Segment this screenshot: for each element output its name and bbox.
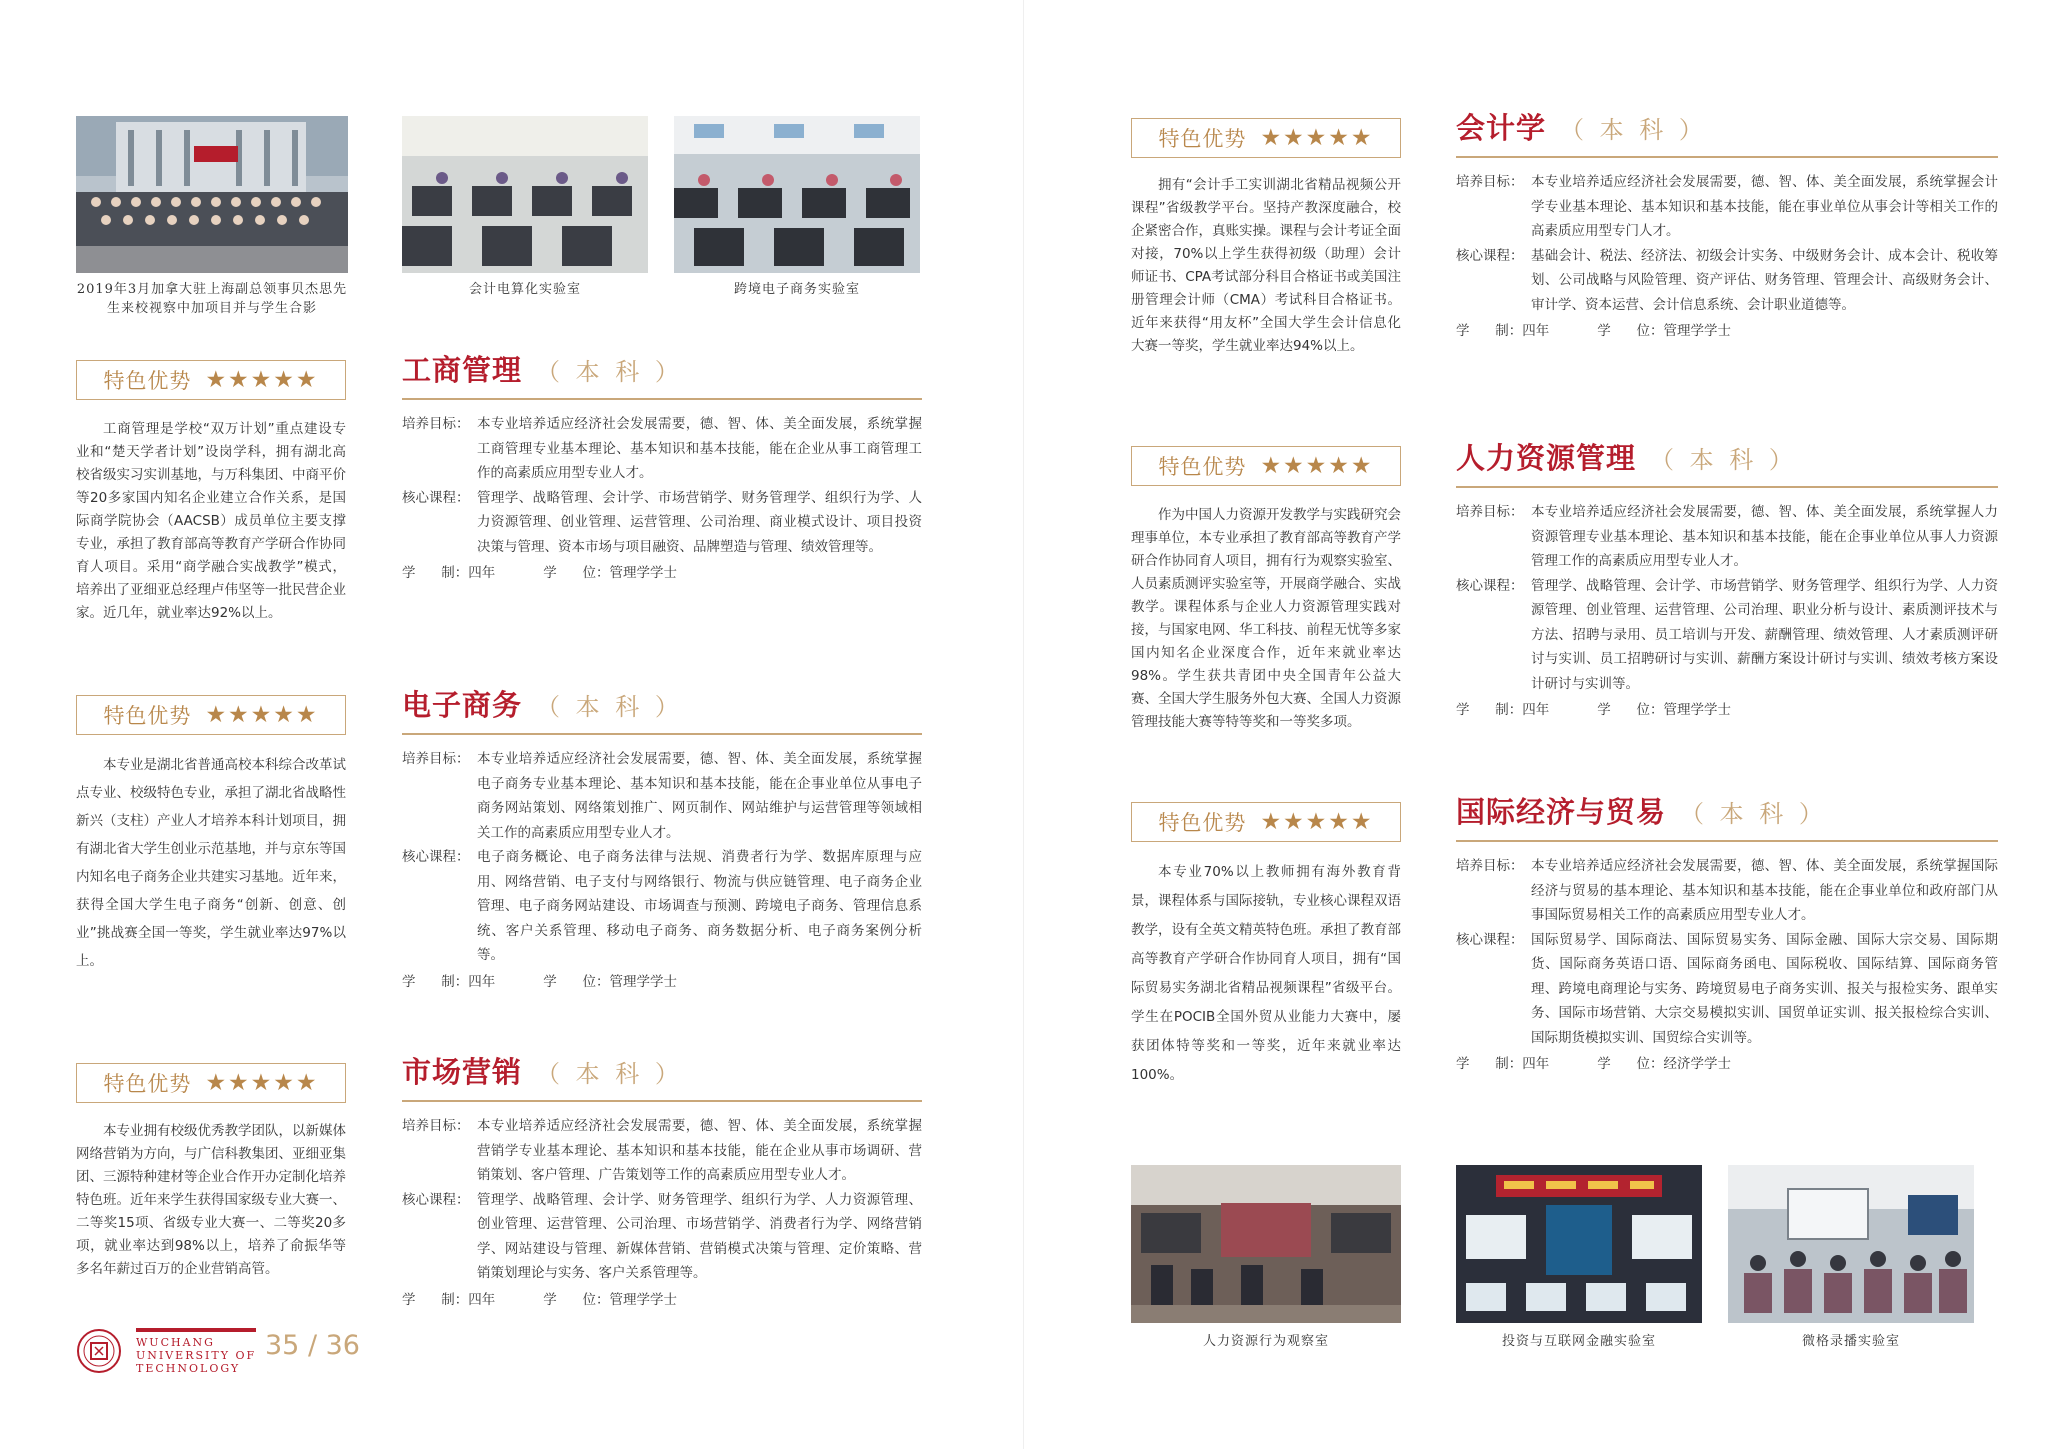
feature-badge-intl-trade bbox=[1131, 802, 1401, 842]
ecommerce-feature-text: 本专业是湖北省普通高校本科综合改革试点专业、校级特色专业，承担了湖北省战略性新兴（支柱）产业人才培养本科计划项目，拥有湖北省大学生创业示范基地，并与京东等国内知名电子商务企业共建实习基地。近年来，获得全国大学生电子商务“创新、创意、创业”挑战赛全国一等奖，学生就业率达97%以上。 bbox=[76, 757, 346, 969]
ecommerce-lab-photo bbox=[674, 116, 920, 273]
goal-text: 本专业培养适应经济社会发展需要，德、智、体、美全面发展，系统掌握营销学专业基本理论、基本知识和基本技能，能在企业从事市场调研、营销策划、客户管理、广告策划等工作的高素质应用型专业人才。 bbox=[477, 1118, 922, 1183]
degree-value: 管理学学士 bbox=[609, 973, 677, 990]
duration-value: 四年 bbox=[1522, 702, 1550, 718]
goal-label: 培养目标： bbox=[402, 416, 470, 432]
courses-label: 核心课程： bbox=[1456, 247, 1524, 264]
page-number: 35 / 36 bbox=[265, 1330, 360, 1361]
five-stars-icon: ★★★★★ bbox=[205, 1070, 319, 1096]
hr-observation-lab-caption: 人力资源行为观察室 bbox=[1202, 1334, 1329, 1349]
badge-label: 特色优势 bbox=[1158, 811, 1247, 835]
courses-text: 国际贸易学、国际商法、国际贸易实务、国际金融、国际大宗交易、国际期货、国际商务英语口语、国际商务函电、国际税收、国际结算、国际商务管理、跨境电商理论与实务、跨境贸易电子商务实训、报关与报检实务、跟单实务、国际市场营销、大宗交易模拟实训、国贸单证实训、报关报检综合实训、国际期货模拟实训、国贸综合实训等。 bbox=[1531, 931, 1998, 1046]
program-level: （ 本 科 ） bbox=[1650, 446, 1797, 474]
badge-label: 特色优势 bbox=[103, 369, 192, 393]
duration-label: 学 制： bbox=[1456, 702, 1523, 718]
courses-text: 电子商务概论、电子商务法律与法规、消费者行为学、数据库原理与应用、网络营销、电子支付与网络银行、物流与供应链管理、电子商务企业管理、电子商务网站建设、市场调查与预测、跨境电子商务、管理信息系统、客户关系管理、移动电子商务、商务数据分析、电子商务案例分析等。 bbox=[477, 849, 922, 963]
accounting-lab-caption: 会计电算化实验室 bbox=[468, 282, 581, 297]
divider bbox=[1456, 840, 1998, 842]
goal-label: 培养目标： bbox=[1456, 858, 1524, 874]
goal-label: 培养目标： bbox=[1456, 174, 1524, 190]
goal-label: 培养目标： bbox=[402, 751, 470, 767]
program-hr bbox=[1456, 436, 1998, 723]
micro-teaching-lab-caption: 微格录播实验室 bbox=[1801, 1334, 1900, 1349]
feature-badge-business-admin bbox=[76, 360, 346, 400]
courses-text: 管理学、战略管理、会计学、市场营销学、财务管理学、组织行为学、人力资源管理、创业管理、运营管理、公司治理、商业模式设计、项目投资决策与管理、资本市场与项目融资、品牌塑造与管理、绩效管理等。 bbox=[477, 489, 922, 555]
intl-trade-feature-text: 本专业70%以上教师拥有海外教育背景，课程体系与国际接轨，专业核心课程双语教学，设有全英文精英特色班。承担了教育部高等教育产学研合作协同育人项目，拥有“国际贸易实务湖北省精品视频课程”省级平台。学生在POCIB全国外贸从业能力大赛中，屡获团体特等奖和一等奖，近年来就业率达100%。 bbox=[1131, 864, 1401, 1083]
university-line-3: TECHNOLOGY bbox=[136, 1362, 241, 1375]
university-line-2: UNIVERSITY OF bbox=[136, 1349, 257, 1362]
business-admin-feature-text: 工商管理是学校“双万计划”重点建设专业和“楚天学者计划”设岗学科，拥有湖北高校省级实习实训基地，与万科集团、中商平价等20多家国内知名企业建立合作关系，是国际商学院协会（AACSB）成员单位主要支撑专业，承担了教育部高等教育产学研合作协同育人项目。采用“商学融合实战教学”模式，培养出了亚细亚总经理卢伟坚等一批民营企业家。近几年，就业率达92%以上。 bbox=[76, 421, 346, 621]
feature-badge-ecommerce bbox=[76, 695, 346, 735]
degree-value: 经济学学士 bbox=[1663, 1056, 1731, 1072]
program-level: （ 本 科 ） bbox=[536, 358, 683, 386]
badge-label: 特色优势 bbox=[103, 704, 192, 728]
degree-label: 学 位： bbox=[1597, 702, 1664, 718]
goal-text: 本专业培养适应经济社会发展需要，德、智、体、美全面发展，系统掌握人力资源管理专业基本理论、基本知识和基本技能，能在企事业单位从事人力资源管理工作的高素质应用型专业人才。 bbox=[1531, 504, 1998, 569]
divider bbox=[1456, 486, 1998, 488]
duration-label: 学 制： bbox=[1456, 1056, 1523, 1072]
degree-label: 学 位： bbox=[1597, 323, 1664, 339]
duration-value: 四年 bbox=[468, 973, 496, 990]
five-stars-icon: ★★★★★ bbox=[205, 367, 319, 393]
badge-label: 特色优势 bbox=[103, 1072, 192, 1096]
program-title: 市场营销 bbox=[402, 1055, 523, 1089]
fintech-lab-photo bbox=[1456, 1165, 1702, 1323]
goal-label: 培养目标： bbox=[402, 1118, 470, 1134]
feature-badge-hr bbox=[1131, 446, 1401, 486]
divider bbox=[402, 733, 922, 735]
feature-badge-accounting bbox=[1131, 118, 1401, 158]
program-level: （ 本 科 ） bbox=[536, 693, 683, 721]
program-level: （ 本 科 ） bbox=[1680, 800, 1827, 828]
university-name bbox=[136, 1336, 256, 1375]
group-photo bbox=[76, 116, 348, 273]
duration-value: 四年 bbox=[468, 1291, 496, 1308]
program-title: 工商管理 bbox=[402, 353, 523, 387]
degree-value: 管理学学士 bbox=[609, 1291, 677, 1308]
divider bbox=[402, 1100, 922, 1102]
hr-observation-lab-photo bbox=[1131, 1165, 1401, 1323]
five-stars-icon: ★★★★★ bbox=[1260, 809, 1374, 835]
five-stars-icon: ★★★★★ bbox=[1260, 125, 1374, 151]
feature-badge-marketing bbox=[76, 1063, 346, 1103]
degree-label: 学 位： bbox=[543, 1291, 610, 1308]
duration-label: 学 制： bbox=[402, 565, 469, 581]
divider bbox=[402, 398, 922, 400]
courses-label: 核心课程： bbox=[402, 849, 470, 865]
degree-value: 管理学学士 bbox=[609, 565, 677, 581]
right-page bbox=[1024, 0, 2048, 1449]
degree-value: 管理学学士 bbox=[1663, 323, 1731, 339]
degree-label: 学 位： bbox=[1597, 1056, 1664, 1072]
divider bbox=[1456, 156, 1998, 158]
footer-bar bbox=[136, 1328, 256, 1332]
program-title: 人力资源管理 bbox=[1456, 441, 1637, 475]
program-ecommerce bbox=[402, 683, 922, 994]
duration-value: 四年 bbox=[1522, 1056, 1550, 1072]
five-stars-icon: ★★★★★ bbox=[1260, 453, 1374, 479]
goal-label: 培养目标： bbox=[1456, 504, 1524, 520]
program-intl-trade bbox=[1456, 790, 1998, 1077]
accounting-feature-text: 拥有“会计手工实训湖北省精品视频公开课程”省级教学平台。坚持产教深度融合，校企紧密合作，真账实操。课程与会计考证全面对接，70%以上学生获得初级（助理）会计师证书、CPA考试部分科目合格证书或美国注册管理会计师（CMA）考试科目合格证书。近年来获得“用友杯”全国大学生会计信息化大赛一等奖，学生就业率达94%以上。 bbox=[1131, 177, 1401, 354]
degree-label: 学 位： bbox=[543, 565, 610, 581]
micro-teaching-lab-photo bbox=[1728, 1165, 1974, 1323]
duration-label: 学 制： bbox=[1456, 323, 1523, 339]
duration-label: 学 制： bbox=[402, 973, 469, 990]
program-level: （ 本 科 ） bbox=[536, 1060, 683, 1088]
courses-label: 核心课程： bbox=[402, 489, 470, 506]
program-accounting bbox=[1456, 106, 1998, 344]
goal-text: 本专业培养适应经济社会发展需要，德、智、体、美全面发展，系统掌握工商管理专业基本理论、基本知识和基本技能，能在企业从事工商管理工作的高素质应用型专业人才。 bbox=[477, 416, 922, 481]
duration-label: 学 制： bbox=[402, 1291, 469, 1308]
program-business-admin bbox=[402, 348, 922, 586]
courses-label: 核心课程： bbox=[1456, 577, 1524, 594]
duration-value: 四年 bbox=[468, 565, 496, 581]
courses-label: 核心课程： bbox=[402, 1191, 470, 1208]
marketing-feature-text: 本专业拥有校级优秀教学团队，以新媒体网络营销为方向，与广信科教集团、亚细亚集团、三源特种建材等企业合作开办定制化培养特色班。近年来学生获得国家级专业大赛一、二等奖15项、省级专业大赛一、二等奖20多项，就业率达到98%以上，培养了俞振华等多名年薪过百万的企业营销高管。 bbox=[76, 1123, 346, 1277]
five-stars-icon: ★★★★★ bbox=[205, 702, 319, 728]
duration-value: 四年 bbox=[1522, 323, 1550, 339]
courses-label: 核心课程： bbox=[1456, 931, 1524, 948]
program-marketing bbox=[402, 1050, 922, 1312]
courses-text: 管理学、战略管理、会计学、市场营销学、财务管理学、组织行为学、人力资源管理、创业管理、运营管理、公司治理、职业分析与设计、素质测评技术与方法、招聘与录用、员工培训与开发、薪酬管理、绩效管理、人才素质测评研讨与实训、员工招聘研讨与实训、薪酬方案设计研讨与实训、绩效考核方案设计研讨与实训等。 bbox=[1531, 577, 1998, 692]
courses-text: 基础会计、税法、经济法、初级会计实务、中级财务会计、成本会计、税收筹划、公司战略与风险管理、资产评估、财务管理、管理会计、高级财务会计、审计学、资本运营、会计信息系统、会计职业道德等。 bbox=[1531, 247, 1998, 313]
accounting-lab-photo bbox=[402, 116, 648, 273]
ecommerce-lab-caption: 跨境电子商务实验室 bbox=[733, 282, 860, 297]
group-photo-caption: 2019年3月加拿大驻上海副总领事贝杰思先生来校视察中加项目并与学生合影 bbox=[76, 282, 348, 316]
degree-value: 管理学学士 bbox=[1663, 702, 1731, 718]
courses-text: 管理学、战略管理、会计学、财务管理学、组织行为学、人力资源管理、创业管理、运营管理、公司治理、市场营销学、消费者行为学、网络营销学、网站建设与管理、新媒体营销、营销模式决策与管理、定价策略、营销策划理论与实务、客户关系管理等。 bbox=[477, 1191, 922, 1281]
fintech-lab-caption: 投资与互联网金融实验室 bbox=[1501, 1334, 1656, 1349]
university-seal-icon bbox=[76, 1328, 122, 1374]
goal-text: 本专业培养适应经济社会发展需要，德、智、体、美全面发展，系统掌握国际经济与贸易的基本理论、基本知识和基本技能，能在企事业单位和政府部门从事国际贸易相关工作的高素质应用型专业人才。 bbox=[1531, 858, 1998, 923]
program-level: （ 本 科 ） bbox=[1560, 116, 1707, 144]
program-title: 会计学 bbox=[1456, 111, 1547, 145]
program-title: 电子商务 bbox=[402, 688, 523, 722]
badge-label: 特色优势 bbox=[1158, 455, 1247, 479]
hr-feature-text: 作为中国人力资源开发教学与实践研究会理事单位，本专业承担了教育部高等教育产学研合作协同育人项目，拥有行为观察实验室、人员素质测评实验室等，开展商学融合、实战教学。课程体系与企业人力资源管理实践对接，与国家电网、华工科技、前程无忧等多家国内知名企业深度合作，近年来就业率达98%。学生获共青团中央全国青年公益大赛、全国大学生服务外包大赛、全国人力资源管理技能大赛等特等奖和一等奖多项。 bbox=[1131, 507, 1401, 730]
program-title: 国际经济与贸易 bbox=[1456, 795, 1667, 829]
goal-text: 本专业培养适应经济社会发展需要，德、智、体、美全面发展，系统掌握会计学专业基本理论、基本知识和基本技能，能在事业单位从事会计等相关工作的高素质应用型专门人才。 bbox=[1531, 174, 1998, 239]
university-line-1: WUCHANG bbox=[136, 1336, 215, 1349]
badge-label: 特色优势 bbox=[1158, 127, 1247, 151]
goal-text: 本专业培养适应经济社会发展需要，德、智、体、美全面发展，系统掌握电子商务专业基本理论、基本知识和基本技能，能在企事业单位从事电子商务网站策划、网络策划推广、网页制作、网站维护与运营管理等领域相关工作的高素质应用型专业人才。 bbox=[477, 751, 922, 841]
degree-label: 学 位： bbox=[543, 973, 610, 990]
